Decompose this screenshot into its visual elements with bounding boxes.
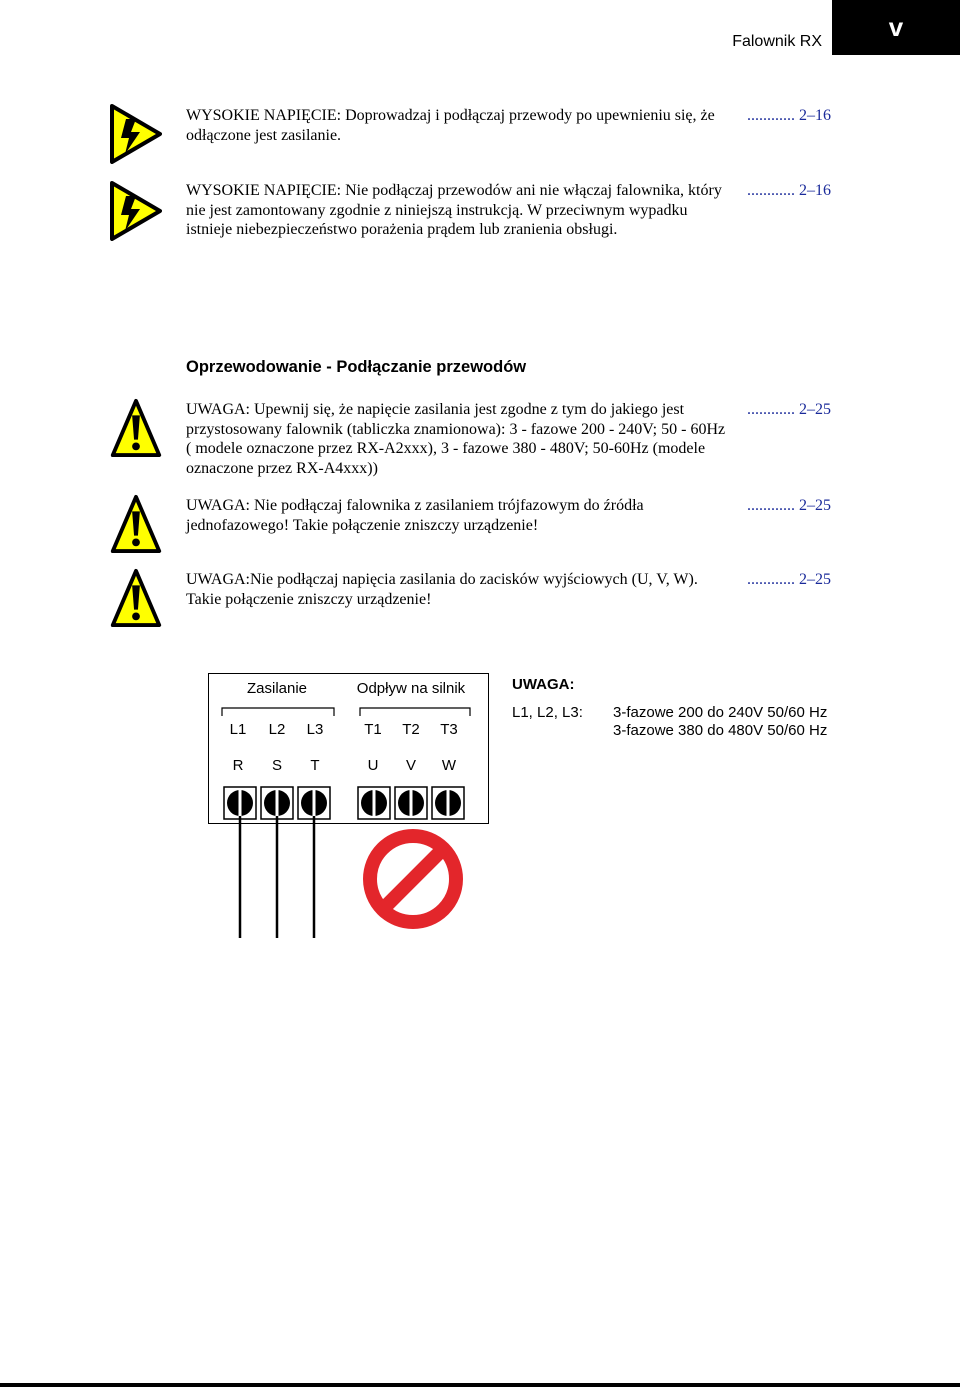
terminal-label-l1: L1 xyxy=(229,721,247,738)
page-reference: ............ 2–25 xyxy=(747,571,831,588)
terminal-letter-w: W xyxy=(441,757,457,774)
note-label: L1, L2, L3: xyxy=(512,704,583,721)
page-reference: ............ 2–16 xyxy=(747,182,831,199)
header-title: Falownik RX xyxy=(732,33,822,50)
terminal-label-t2: T2 xyxy=(402,721,420,738)
terminal-screw-t-icon xyxy=(298,787,330,819)
terminal-letter-r: R xyxy=(232,757,244,774)
page-reference: ............ 2–25 xyxy=(747,401,831,418)
lightning-warning-icon xyxy=(110,104,162,164)
exclamation-warning-icon xyxy=(110,568,162,628)
terminal-letter-t: T xyxy=(310,757,320,774)
page-reference: ............ 2–16 xyxy=(747,107,831,124)
terminal-label-l2: L2 xyxy=(268,721,286,738)
terminal-label-t1: T1 xyxy=(364,721,382,738)
caution-text: UWAGA: Nie podłączaj falownika z zasilaniem trójfazowym do źródła jednofazowego! Takie połączenie zniszczy urządzenie! xyxy=(186,497,644,534)
note-line-1: 3-fazowe 200 do 240V 50/60 Hz xyxy=(613,704,828,721)
exclamation-warning-icon xyxy=(110,494,162,554)
footer-rule xyxy=(0,1383,960,1387)
section-title: Oprzewodowanie - Podłączanie przewodów xyxy=(186,358,527,376)
page-label: v xyxy=(832,0,960,55)
terminal-screw-u-icon xyxy=(358,787,390,819)
terminal-letter-v: V xyxy=(405,757,416,774)
terminal-letter-u: U xyxy=(367,757,379,774)
warning-text: WYSOKIE NAPIĘCIE: Doprowadzaj i podłączaj przewody po upewnieniu się, że odłączone jest zasilanie. xyxy=(186,107,715,144)
terminal-screw-r-icon xyxy=(224,787,256,819)
caution-text: UWAGA: Upewnij się, że napięcie zasilania jest zgodne z tym do jakiego jest przystosowany falownik (tabliczka znamionowa): 3 - fazowe 200 - 240V; 50 - 60Hz ( modele oznaczone przez RX-A2xxx), 3 - fazowe 380 - 480V; 50-60Hz (modele oznaczone przez RX-A4xxx)) xyxy=(186,401,726,477)
terminal-label-t3: T3 xyxy=(440,721,458,738)
terminal-screw-v-icon xyxy=(395,787,427,819)
no-entry-icon xyxy=(370,836,456,922)
exclamation-warning-icon xyxy=(110,398,162,458)
wiring-graphic xyxy=(200,780,500,945)
lightning-warning-icon xyxy=(110,181,162,241)
warning-text: WYSOKIE NAPIĘCIE: Nie podłączaj przewodów ani nie włączaj falownika, który nie jest zamontowany zgodnie z niniejszą instrukcją. W przeciwnym wypadku istnieje niebezpieczeństwo porażenia prądem lub zranienia obsługi. xyxy=(186,182,722,238)
terminal-letter-s: S xyxy=(271,757,282,774)
terminal-screw-w-icon xyxy=(432,787,464,819)
note-line-2: 3-fazowe 380 do 480V 50/60 Hz xyxy=(613,722,828,739)
terminal-label-l3: L3 xyxy=(306,721,324,738)
page-reference: ............ 2–25 xyxy=(747,497,831,514)
terminal-screw-s-icon xyxy=(261,787,293,819)
supply-label: Zasilanie xyxy=(246,680,308,697)
note-title: UWAGA: xyxy=(512,676,575,693)
motor-output-label: Odpływ na silnik xyxy=(356,680,466,697)
caution-text: UWAGA:Nie podłączaj napięcia zasilania do zacisków wyjściowych (U, V, W). Takie połączenie zniszczy urządzenie! xyxy=(186,571,698,608)
